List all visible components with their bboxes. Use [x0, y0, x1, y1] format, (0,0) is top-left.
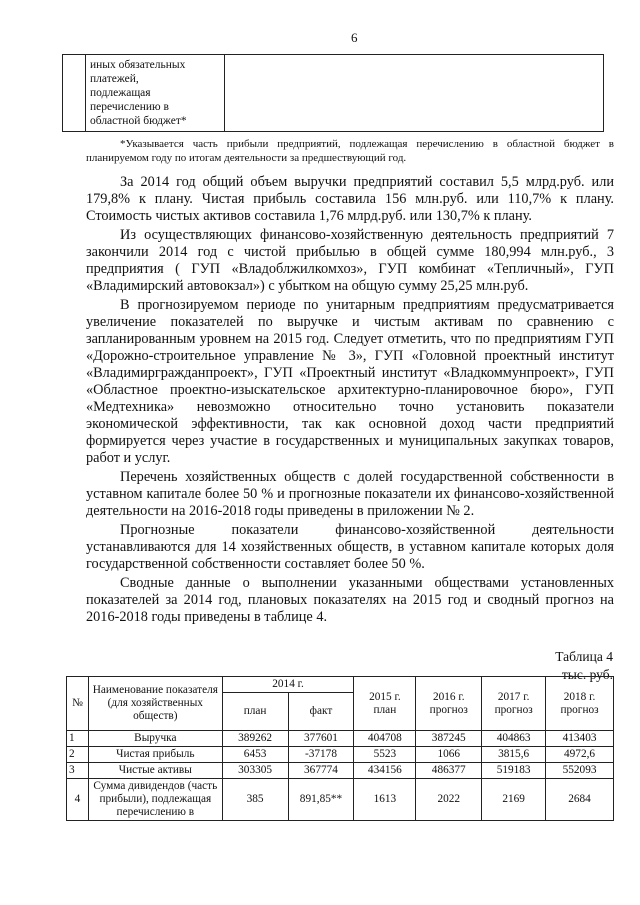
paragraph: Перечень хозяйственных обществ с долей государственной собственности в уставном капитале более 50 % и прогнозные показатели их финансово-хозяйственной деятельности на 2016-2018 годы приведены в приложении № 2. [86, 469, 614, 519]
footnote: *Указывается часть прибыли предприятий, подлежащая перечислению в областной бюджет в планируемом году по итогам деятельности за предшествующий год. [86, 138, 614, 164]
body-text [86, 174, 614, 628]
paragraph: За 2014 год общий объем выручки предприятий составил 5,5 млрд.руб. или 179,8% к плану. Чистая прибыль составила 156 млн.руб. или 110,7% к плану. Стоимость чистых активов составила 1,76 млрд.руб. или 130,7% к плану. [86, 174, 614, 224]
cell-name: Выручка [88, 731, 222, 747]
top-table-line: иных обязательных [90, 59, 186, 71]
top-table-fragment [62, 54, 604, 132]
cell-2018: 4972,6 [546, 747, 614, 763]
table-units: тыс. руб. [561, 667, 613, 682]
cell-2016: 1066 [416, 747, 482, 763]
cell-plan: 6453 [222, 747, 288, 763]
header-2014: 2014 г. [222, 677, 354, 693]
table-row [67, 731, 614, 747]
paragraph: В прогнозируемом периоде по унитарным предприятиям предусматривается увеличение показателей по выручке и чистым активам по сравнению с запланированным уровнем на 2015 год. Следует отметить, что по предприятиям ГУП «Дорожно-строительное управление № 3», ГУП «Головной проектный институт «Владимиргражданпроект», ГУП «Проектный институт «Владкоммунпроект», ГУП «Областное проектно-изыскательское архитектурно-планировочное бюро», ГУП «Медтехника» невозможно относительно точно установить показатели экономической эффективности, так как основной доход части предприятий формируется через участие в государственных и муниципальных закупках товаров, работ и услуг. [86, 297, 614, 466]
header-num: № [67, 677, 89, 731]
table-caption: Таблица 4 [555, 649, 613, 664]
top-table-cell-empty [63, 55, 86, 132]
page-number: 6 [351, 30, 358, 45]
header-2018: 2018 г. прогноз [546, 677, 614, 731]
cell-2016: 387245 [416, 731, 482, 747]
cell-2015: 434156 [354, 763, 416, 779]
cell-2016: 486377 [416, 763, 482, 779]
cell-fact: -37178 [288, 747, 354, 763]
table-row [67, 763, 614, 779]
summary-table [66, 676, 614, 821]
cell-fact: 377601 [288, 731, 354, 747]
cell-plan: 389262 [222, 731, 288, 747]
cell-2017: 519183 [482, 763, 546, 779]
top-table-line: областной бюджет* [90, 115, 187, 127]
cell-2015: 5523 [354, 747, 416, 763]
cell-plan: 385 [222, 779, 288, 821]
cell-2015: 404708 [354, 731, 416, 747]
cell-2015: 1613 [354, 779, 416, 821]
paragraph: Сводные данные о выполнении указанными обществами установленных показателей за 2014 год, плановых показателях на 2015 год и сводный прогноз на 2016-2018 годы приведены в таблице 4. [86, 575, 614, 625]
cell-fact: 891,85** [288, 779, 354, 821]
cell-2018: 552093 [546, 763, 614, 779]
top-table-cell-empty [225, 55, 604, 132]
top-table-cell-text [86, 55, 225, 132]
cell-num: 1 [67, 731, 89, 747]
cell-2017: 2169 [482, 779, 546, 821]
table-row [67, 747, 614, 763]
cell-name: Чистые активы [88, 763, 222, 779]
header-2016: 2016 г. прогноз [416, 677, 482, 731]
top-table-line: подлежащая [90, 87, 151, 99]
header-2017: 2017 г. прогноз [482, 677, 546, 731]
cell-num: 2 [67, 747, 89, 763]
header-name: Наименование показателя (для хозяйственных обществ) [88, 677, 222, 731]
cell-2016: 2022 [416, 779, 482, 821]
cell-2017: 3815,6 [482, 747, 546, 763]
cell-2018: 2684 [546, 779, 614, 821]
header-plan: план [222, 693, 288, 731]
top-table-line: перечислению в [90, 101, 169, 113]
paragraph: Прогнозные показатели финансово-хозяйственной деятельности устанавливаются для 14 хозяйственных обществ, в уставном капитале которых доля государственной собственности составляет более 50 %. [86, 522, 614, 572]
cell-name: Чистая прибыль [88, 747, 222, 763]
header-2015: 2015 г. план [354, 677, 416, 731]
paragraph: Из осуществляющих финансово-хозяйственную деятельность предприятий 7 закончили 2014 год с чистой прибылью в общей сумме 180,994 млн.руб., 3 предприятия ( ГУП «Владоблжилкомхоз», ГУП комбинат «Тепличный», ГУП «Владимирский автовокзал») с убытком на общую сумму 25,25 млн.руб. [86, 227, 614, 294]
cell-num: 3 [67, 763, 89, 779]
header-fact: факт [288, 693, 354, 731]
table-row [67, 779, 614, 821]
top-table-line: платежей, [90, 73, 139, 85]
cell-2018: 413403 [546, 731, 614, 747]
cell-num: 4 [67, 779, 89, 821]
cell-plan: 303305 [222, 763, 288, 779]
cell-name: Сумма дивидендов (часть прибыли), подлежащая перечислению в [88, 779, 222, 821]
cell-fact: 367774 [288, 763, 354, 779]
cell-2017: 404863 [482, 731, 546, 747]
